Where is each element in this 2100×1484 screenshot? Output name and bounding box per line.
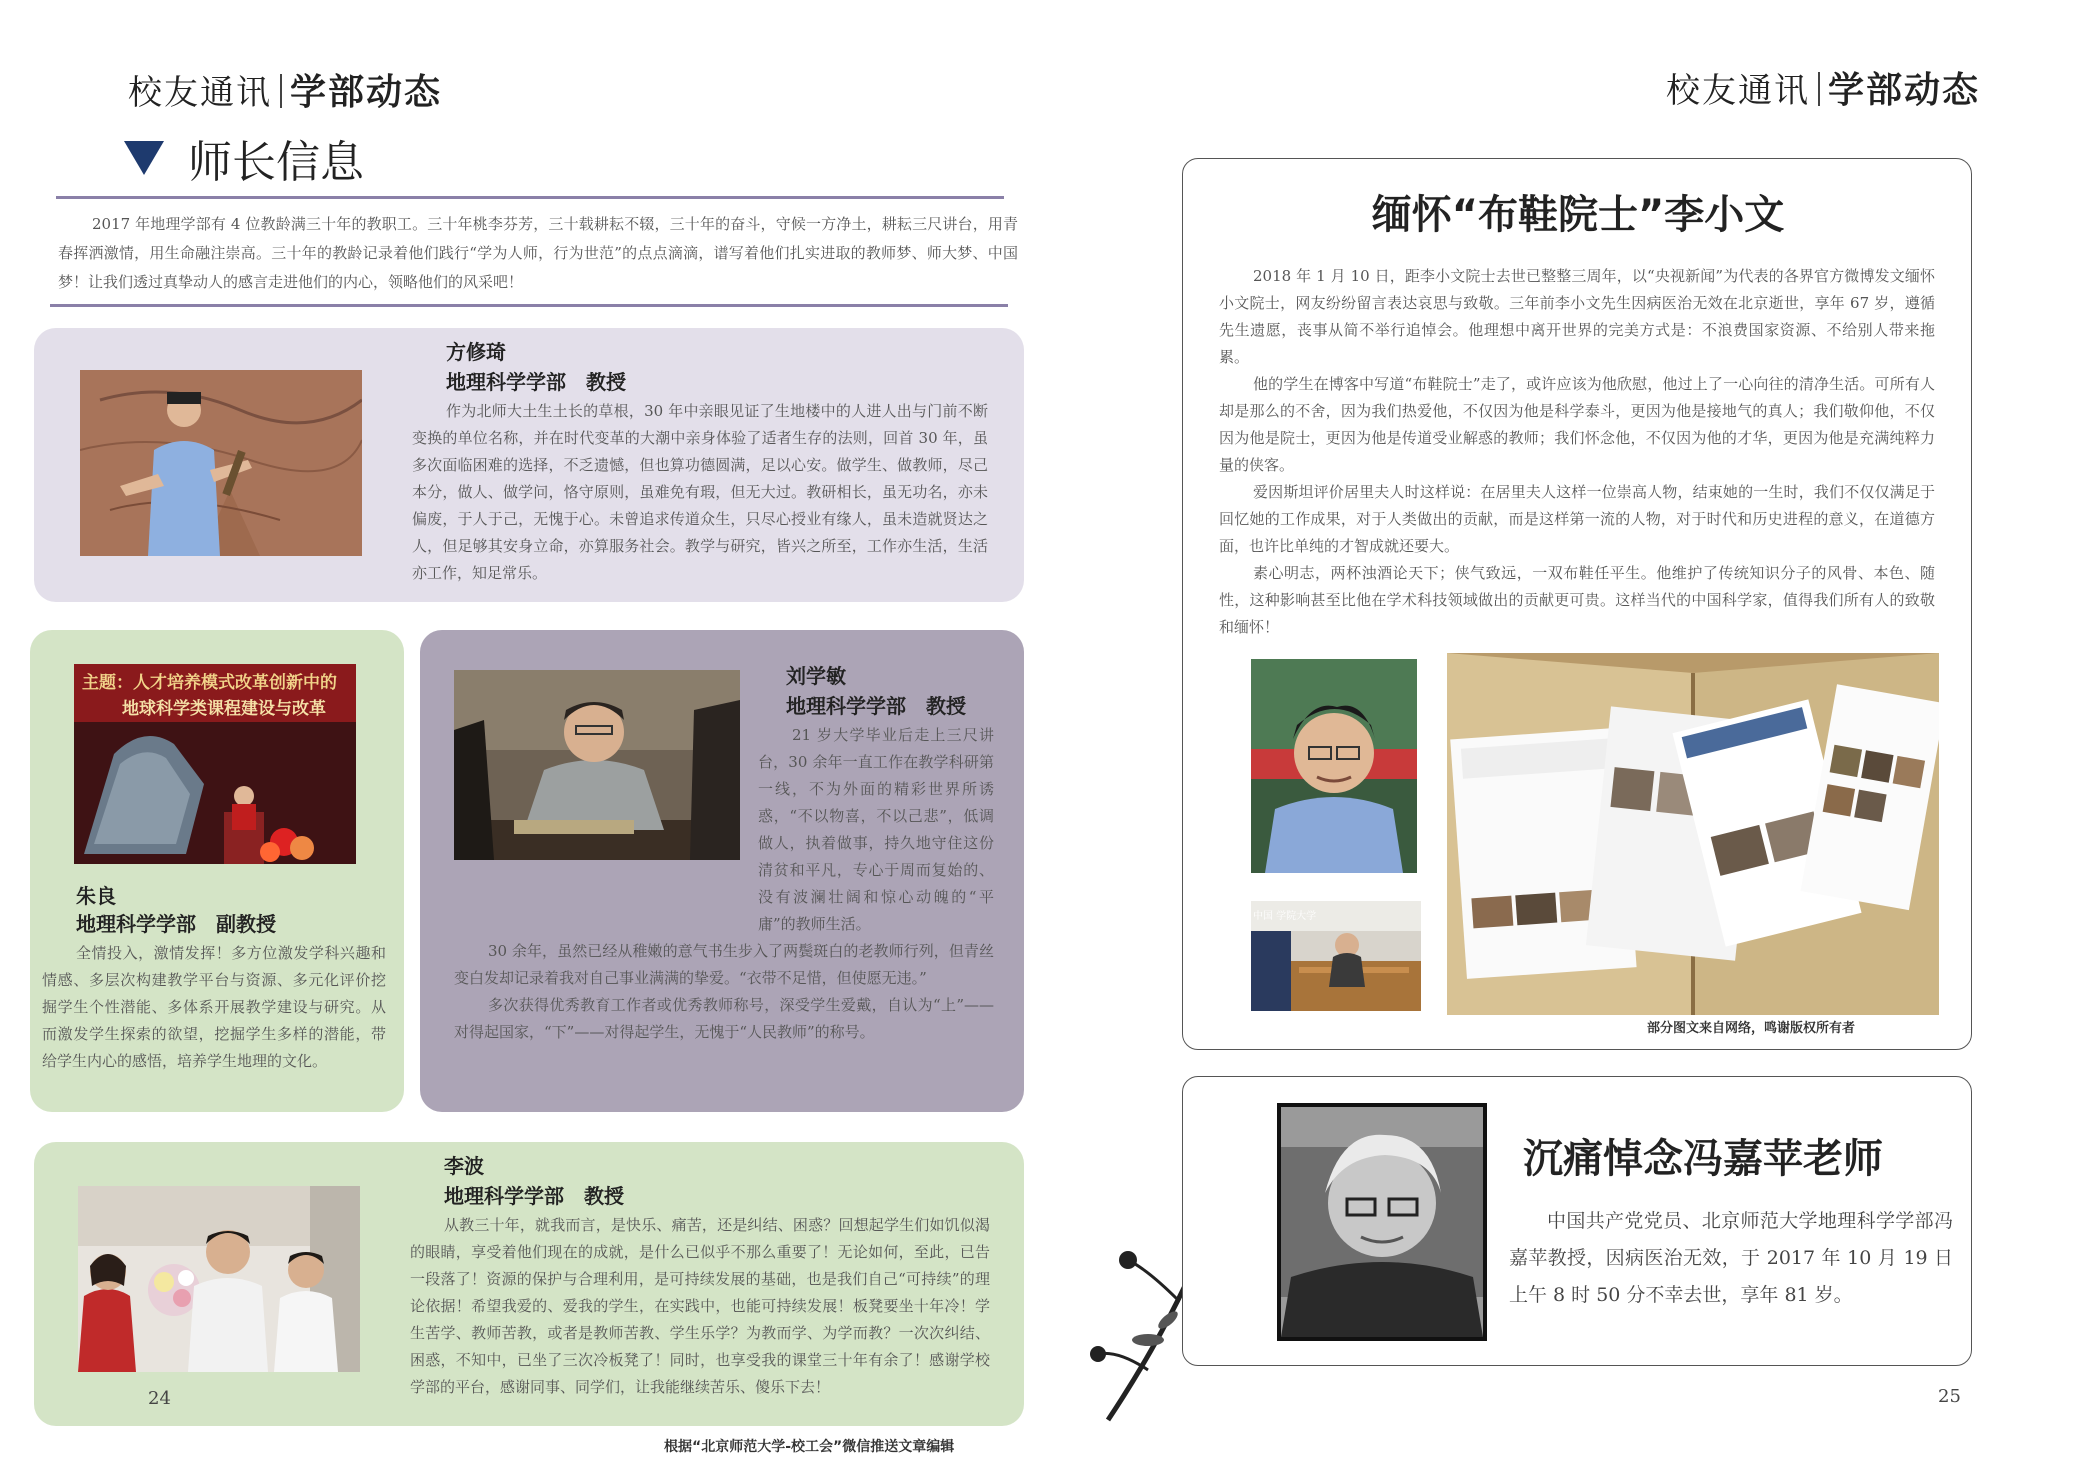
left-header-brand: 校友通讯 bbox=[128, 73, 272, 113]
photo-fang bbox=[80, 370, 362, 556]
intro-rule-top bbox=[56, 196, 1004, 199]
collage-weibo-posts bbox=[1447, 653, 1939, 1015]
article-feng-jiaping bbox=[1182, 1076, 1972, 1366]
profile-role-liu: 地理科学学部 教授 bbox=[786, 694, 966, 718]
left-header bbox=[128, 64, 442, 115]
triangle-marker-icon bbox=[124, 141, 164, 175]
article1-paragraph: 他的学生在博客中写道“布鞋院士”走了，或许应该为他欣慰，他过上了一心向往的清净生活。可所有人却是那么的不舍，因为我们热爱他，不仅因为他是科学泰斗，更因为他是接地气的真人；我们敬仰他，不仅因为他是院士，更因为他是传道受业解惑的教师；我们怀念他，不仅因为他的才华，更因为他是充满纯粹力量的侠客。 bbox=[1219, 375, 1935, 474]
photo-caption: 部分图文来自网络，鸣谢版权所有者 bbox=[1647, 1021, 1856, 1036]
section-heading bbox=[124, 128, 364, 188]
banner-line-2: 地球科学类课程建设与改革 bbox=[122, 699, 326, 719]
article1-body bbox=[1219, 263, 1935, 641]
portrait-li-xiaowen bbox=[1251, 659, 1417, 873]
article2-text: 中国共产党党员、北京师范大学地理科学学部冯嘉苹教授，因病医治无效，于 2017 年 10 月 19 日上午 8 时 50 分不幸去世，享年 81 岁。 bbox=[1509, 1210, 1953, 1306]
profile-text-liu-p2: 30 余年，虽然已经从稚嫩的意气书生步入了两鬓斑白的老教师行列，但青丝变白发却记录着我对自己事业满满的挚爱。“衣带不足惜，但使愿无违。” bbox=[454, 942, 994, 987]
profile-name-li: 李波 bbox=[444, 1154, 484, 1178]
article2-title: 沉痛悼念冯嘉苹老师 bbox=[1523, 1136, 1883, 1182]
article1-paragraph: 2018 年 1 月 10 日，距李小文院士去世已整整三周年，以“央视新闻”为代表的各界官方微博发文缅怀小文院士，网友纷纷留言表达哀思与致敬。三年前李小文先生因病医治无效在北京逝世，享年 67 岁，遵循先生遗愿，丧事从简不举行追悼会。他理想中离开世界的完美方式是：不浪费国家资源、不给别人带来拖累。 bbox=[1219, 267, 1935, 366]
profile-text-li: 从教三十年，就我而言，是快乐、痛苦，还是纠结、困惑？回想起学生们如饥似渴的眼睛，享受着他们现在的成就，是什么已似乎不那么重要了！无论如何，至此，已告一段落了！资源的保护与合理利用，是可持续发展的基础，也是我们自己“可持续”的理论依据！希望我爱的、爱我的学生，在实践中，也能可持续发展！板凳要坐十年冷！学生苦学、教师苦教，或者是教师苦教、学生乐学？为教而学、为学而教？一次次纠结、困惑，不知中，已坐了三次冷板凳了！同时，也享受我的课堂三十年有余了！感谢学校学部的平台，感谢同事、同学们，让我能继续苦乐、傻乐下去！ bbox=[410, 1216, 990, 1396]
profile-card-zhu bbox=[30, 630, 404, 1112]
page-number-left: 24 bbox=[148, 1388, 171, 1409]
photo-li-xiaowen-sitting bbox=[1251, 901, 1421, 1011]
profile-role-li: 地理科学学部 教授 bbox=[444, 1184, 624, 1208]
profile-text-liu-p1: 21 岁大学毕业后走上三尺讲台，30 余年一直工作在教学科研第一线，不为外面的精彩世界所诱惑，“不以物喜，不以己悲”，低调做人，执着做事，持久地守住这份清贫和平凡，专心于周而复始的、没有波澜壮阔和惊心动魄的“平庸”的教师生活。 bbox=[758, 726, 994, 933]
section-title: 师长信息 bbox=[188, 137, 364, 188]
left-header-section: 学部动态 bbox=[290, 72, 443, 113]
right-header-brand: 校友通讯 bbox=[1666, 71, 1810, 111]
header-divider bbox=[1818, 72, 1820, 106]
profile-text-fang: 作为北师大土生土长的草根，30 年中亲眼见证了生地楼中的人进人出与门前不断变换的单位名称，并在时代变革的大潮中亲身体验了适者生存的法则，回首 30 年，虽多次面临困难的选择，不乏遗憾，但也算功德圆满，足以心安。做学生、做教师，尽己本分，做人、做学问，恪守原则，虽难免有瑕，但无大过。教研相长，虽无功名，亦未偏废，于人于己，无愧于心。未曾追求传道众生，只尽心授业有缘人，虽未造就贤达之人，但足够其安身立命，亦算服务社会。教学与研究，皆兴之所至，工作亦生活，生活亦工作，知足常乐。 bbox=[412, 402, 988, 582]
right-header bbox=[1666, 62, 1980, 113]
right-header-section: 学部动态 bbox=[1828, 70, 1981, 111]
profile-name-zhu: 朱良 bbox=[76, 884, 116, 908]
intro-rule-bottom bbox=[50, 304, 1008, 307]
banner-line-1: 主题：人才培养模式改革创新中的 bbox=[82, 673, 337, 693]
intro-paragraph: 2017 年地理学部有 4 位教龄满三十年的教职工。三十年桃李芬芳，三十载耕耘不辍，三十年的奋斗，守候一方净土，耕耘三尺讲台，用青春挥洒激情，用生命融注崇高。三十年的教龄记录着他们践行“学为人师，行为世范”的点点滴滴，谱写着他们扎实进取的教师梦、师大梦、中国梦！让我们透过真挚动人的感言走进他们的内心，领略他们的风采吧！ bbox=[58, 215, 1018, 291]
article-li-xiaowen bbox=[1182, 158, 1972, 1050]
source-note: 根据“北京师范大学-校工会”微信推送文章编辑 bbox=[664, 1439, 955, 1455]
photo-zhu bbox=[74, 664, 356, 864]
profile-text-liu-p3: 多次获得优秀教育工作者或优秀教师称号，深受学生爱戴，自认为“上”——对得起国家，“下”——对得起学生，无愧于“人民教师”的称号。 bbox=[454, 996, 994, 1041]
profile-text-zhu: 全情投入，激情发挥！多方位激发学科兴趣和情感、多层次构建教学平台与资源、多元化评价挖掘学生个性潜能、多体系开展教学建设与研究。从而激发学生探索的欲望，挖掘学生多样的潜能，带给学生内心的感悟，培养学生地理的文化。 bbox=[42, 944, 386, 1070]
profile-name-liu: 刘学敏 bbox=[786, 664, 846, 688]
portrait-feng-jiaping bbox=[1277, 1103, 1487, 1341]
page-number-right: 25 bbox=[1938, 1386, 1961, 1407]
profile-card-fang bbox=[34, 328, 1024, 602]
profile-card-li bbox=[34, 1142, 1024, 1426]
photo-li bbox=[78, 1186, 360, 1372]
article1-paragraph: 爱因斯坦评价居里夫人时这样说：在居里夫人这样一位崇高人物，结束她的一生时，我们不仅仅满足于回忆她的工作成果，对于人类做出的贡献，而是这样第一流的人物，对于时代和历史进程的意义，在道德方面，也许比单纯的才智成就还要大。 bbox=[1219, 483, 1935, 555]
profile-role-fang: 地理科学学部 教授 bbox=[446, 370, 626, 394]
article1-paragraph: 素心明志，两杯浊酒论天下；侠气致远，一双布鞋任平生。他维护了传统知识分子的风骨、本色、随性，这种影响甚至比他在学术科技领域做出的贡献更可贵。这样当代的中国科学家，值得我们所有人的致敬和缅怀！ bbox=[1219, 564, 1935, 636]
article1-title: 缅怀“布鞋院士”李小文 bbox=[1371, 192, 1785, 238]
profile-card-liu bbox=[420, 630, 1024, 1112]
header-divider bbox=[280, 74, 282, 108]
photo-sign-text: 中国 学院大学 bbox=[1253, 911, 1317, 922]
profile-text-liu bbox=[454, 722, 994, 1046]
text-wrap-spacer bbox=[454, 722, 758, 928]
profile-role-zhu: 地理科学学部 副教授 bbox=[76, 912, 276, 936]
profile-name-fang: 方修琦 bbox=[446, 340, 506, 364]
